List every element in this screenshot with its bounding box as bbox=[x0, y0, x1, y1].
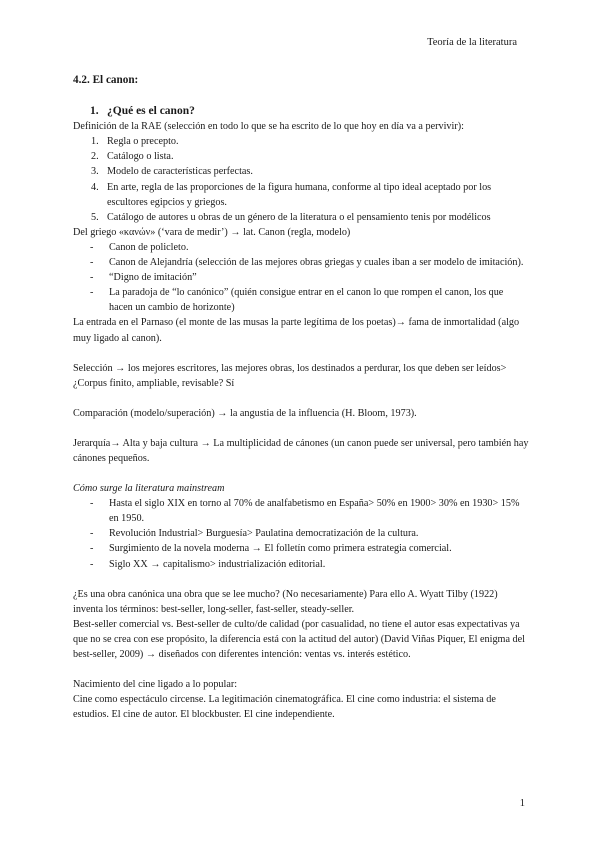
list-item: - Canon de policleto. bbox=[73, 240, 529, 255]
list-item: - Surgimiento de la novela moderna → El folletín como primera estrategia comercial. bbox=[73, 541, 529, 556]
rae-definition-list bbox=[73, 134, 529, 225]
list-item-text: Catálogo o lista. bbox=[107, 151, 174, 163]
list-number: 5. bbox=[91, 211, 99, 223]
bestseller-paragraph-2: Best-seller comercial vs. Best-seller de culto/de calidad (por casualidad, no tiene el autor esas expectativas ya que no se crea con ese propósito, la diferencia está con la actitud del autor) (David Viñas Piquer, El enigma del best-seller, 2009) → diseñados con diferentes intención: ventas vs. interés estético. bbox=[73, 618, 525, 660]
cine-paragraph: Cine como espectáculo circense. La legitimación cinematográfica. El cine como industria: el sistema de estudios. El cine de autor. El blockbuster. El cine independiente. bbox=[73, 694, 496, 721]
greek-intro: Del griego «κανών» (‘vara de medir’) → lat. Canon (regla, modelo) bbox=[73, 226, 351, 238]
list-item bbox=[73, 210, 529, 225]
seleccion-paragraph: Selección → los mejores escritores, las mejores obras, los destinados a perdurar, los que deben ser leídos> ¿Corpus finito, ampliable, revisable? Sí bbox=[73, 362, 507, 389]
list-item bbox=[73, 134, 529, 149]
rae-intro: Definición de la RAE (selección en todo lo que se ha escrito de lo que hoy en día va a pervivir): bbox=[73, 121, 464, 133]
parnaso-paragraph: La entrada en el Parnaso (el monte de las musas la parte legítima de los poetas)→ fama de inmortalidad (algo muy ligado al canon). bbox=[73, 317, 520, 344]
comparacion-paragraph: Comparación (modelo/superación) → la angustia de la influencia (H. Bloom, 1973). bbox=[73, 407, 417, 419]
section-title: 4.2. El canon: bbox=[73, 74, 139, 86]
mainstream-heading: Cómo surge la literatura mainstream bbox=[73, 483, 225, 495]
list-item: - Siglo XX → capitalismo> industrialización editorial. bbox=[73, 557, 529, 572]
list-item: - La paradoja de “lo canónico” (quién consigue entrar en el canon lo que rompen el canon, los que hacen un cambio de horizonte) bbox=[73, 285, 529, 315]
jerarquia-paragraph: Jerarquía→ Alta y baja cultura → La multiplicidad de cánones (un canon puede ser universal, pero también hay cánones pequeños. bbox=[73, 437, 529, 464]
list-number: 4. bbox=[91, 181, 99, 193]
cine-heading: Nacimiento del cine ligado a lo popular: bbox=[73, 679, 238, 691]
page-body bbox=[73, 73, 529, 722]
subsection-title bbox=[73, 104, 529, 119]
list-item-text: Regla o precepto. bbox=[107, 136, 179, 148]
subsection-title-text: ¿Qué es el canon? bbox=[107, 105, 195, 118]
list-number: 1. bbox=[91, 136, 99, 148]
list-item bbox=[73, 149, 529, 164]
list-item: - Hasta el siglo XIX en torno al 70% de analfabetismo en España> 50% en 1900> 30% en 1930> 15% en 1950. bbox=[73, 496, 529, 526]
list-number: 3. bbox=[91, 166, 99, 178]
list-item bbox=[73, 164, 529, 179]
list-item-text: Modelo de características perfectas. bbox=[107, 166, 253, 178]
list-number: 2. bbox=[91, 151, 99, 163]
list-item: - “Digno de imitación” bbox=[73, 270, 529, 285]
list-item-text: Catálogo de autores u obras de un género de la literatura o el pensamiento tenis por modélicos bbox=[107, 211, 491, 223]
list-item-text: En arte, regla de las proporciones de la figura humana, conforme al tipo ideal aceptado por los escultores egipcios y griegos. bbox=[107, 181, 492, 208]
subsection-number: 1. bbox=[90, 105, 99, 118]
bestseller-paragraph: ¿Es una obra canónica una obra que se lee mucho? (No necesariamente) Para ello A. Wyatt Tilby (1922) inventa los términos: best-seller, long-seller, fast-seller, steady-seller. bbox=[73, 588, 498, 615]
mainstream-list bbox=[73, 496, 529, 571]
list-item: - Revolución Industrial> Burguesía> Paulatina democratización de la cultura. bbox=[73, 526, 529, 541]
list-item bbox=[73, 180, 529, 210]
running-header: Teoría de la literatura bbox=[427, 37, 517, 48]
greek-list bbox=[73, 240, 529, 315]
list-item: - Canon de Alejandría (selección de las mejores obras griegas y cuales iban a ser modelo de imitación). bbox=[73, 255, 529, 270]
page-number: 1 bbox=[519, 798, 525, 809]
